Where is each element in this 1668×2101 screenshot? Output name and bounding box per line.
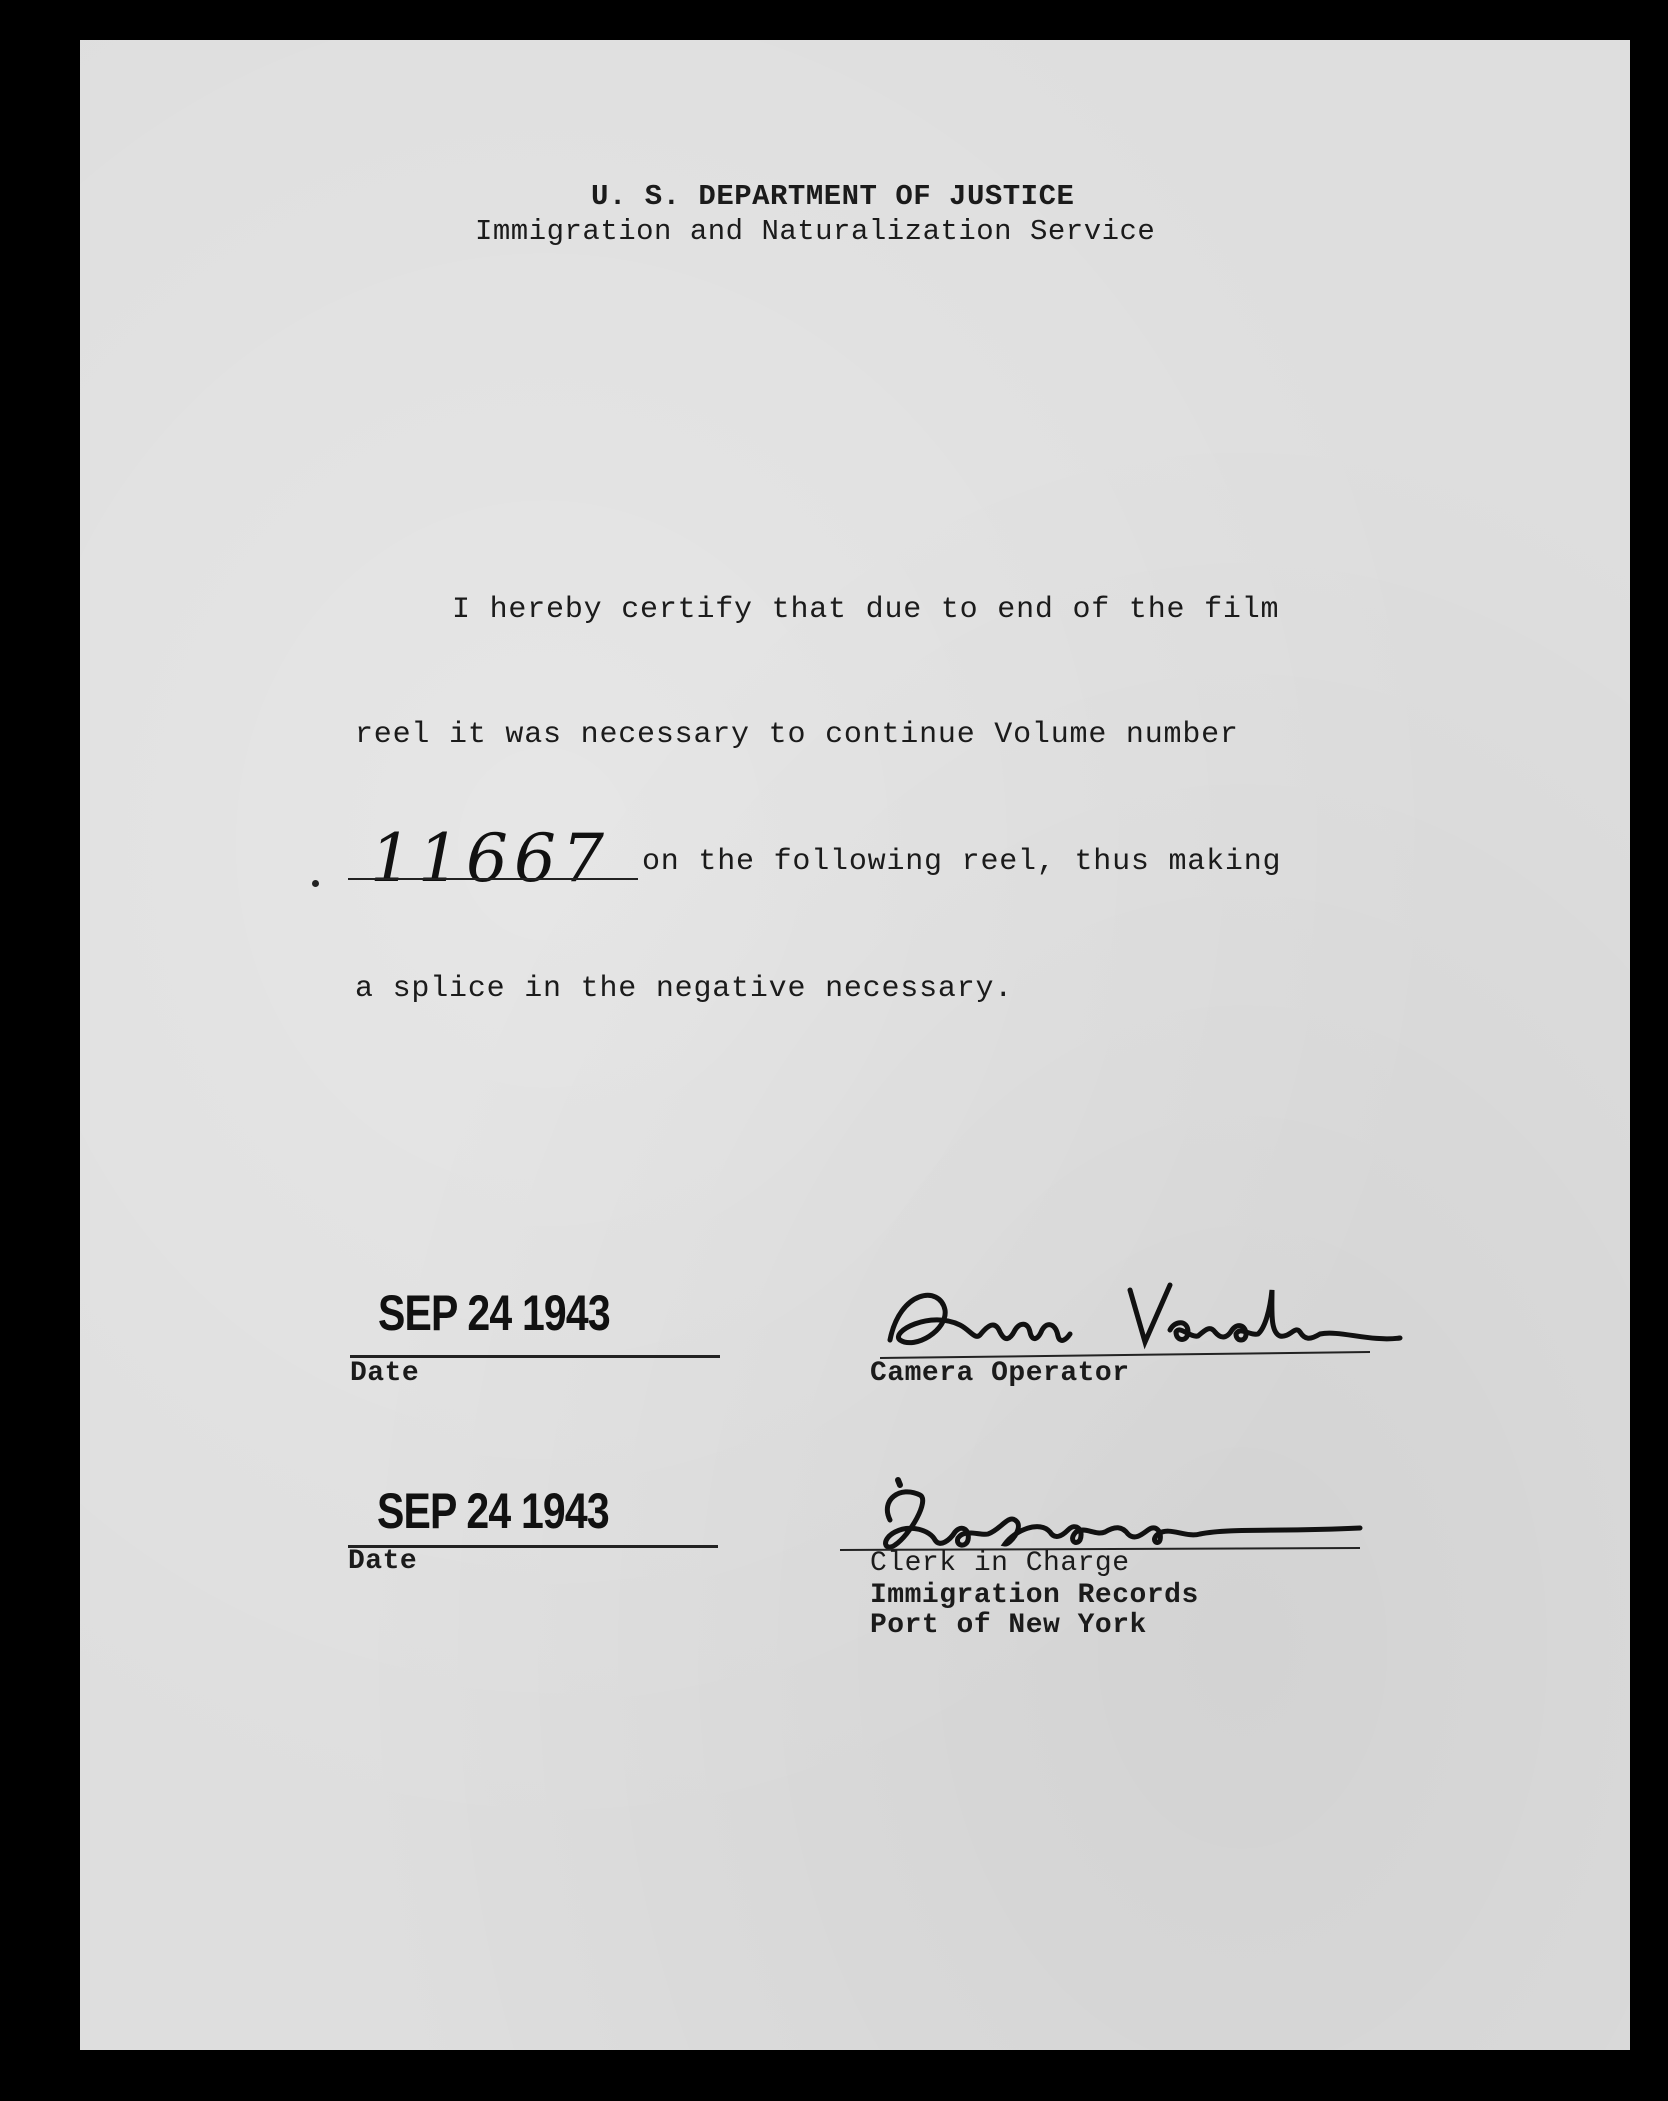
date-label-1: Date [350,1358,420,1389]
clerk-label-1: Clerk in Charge [870,1548,1130,1579]
volume-number-underline [348,878,638,880]
camera-operator-label: Camera Operator [870,1358,1130,1389]
certification-line-4: a splice in the negative necessary. [355,972,1014,1006]
clerk-label-2: Immigration Records [870,1580,1199,1611]
date-stamp-1: SEP 24 1943 [378,1285,610,1341]
bullet-dot [312,880,319,887]
date-stamp-2: SEP 24 1943 [377,1483,609,1539]
certification-line-1: I hereby certify that due to end of the film [452,593,1280,627]
service-title: Immigration and Naturalization Service [475,215,1156,248]
document-page [80,40,1630,2050]
certification-line-3: on the following reel, thus making [642,845,1282,879]
department-title: U. S. DEPARTMENT OF JUSTICE [591,180,1075,213]
volume-number-handwritten: 11667 [370,820,610,897]
clerk-label-3: Port of New York [870,1610,1147,1641]
camera-operator-signature [870,1270,1430,1370]
certification-line-2: reel it was necessary to continue Volume number [355,718,1239,752]
date-label-2: Date [348,1546,418,1577]
